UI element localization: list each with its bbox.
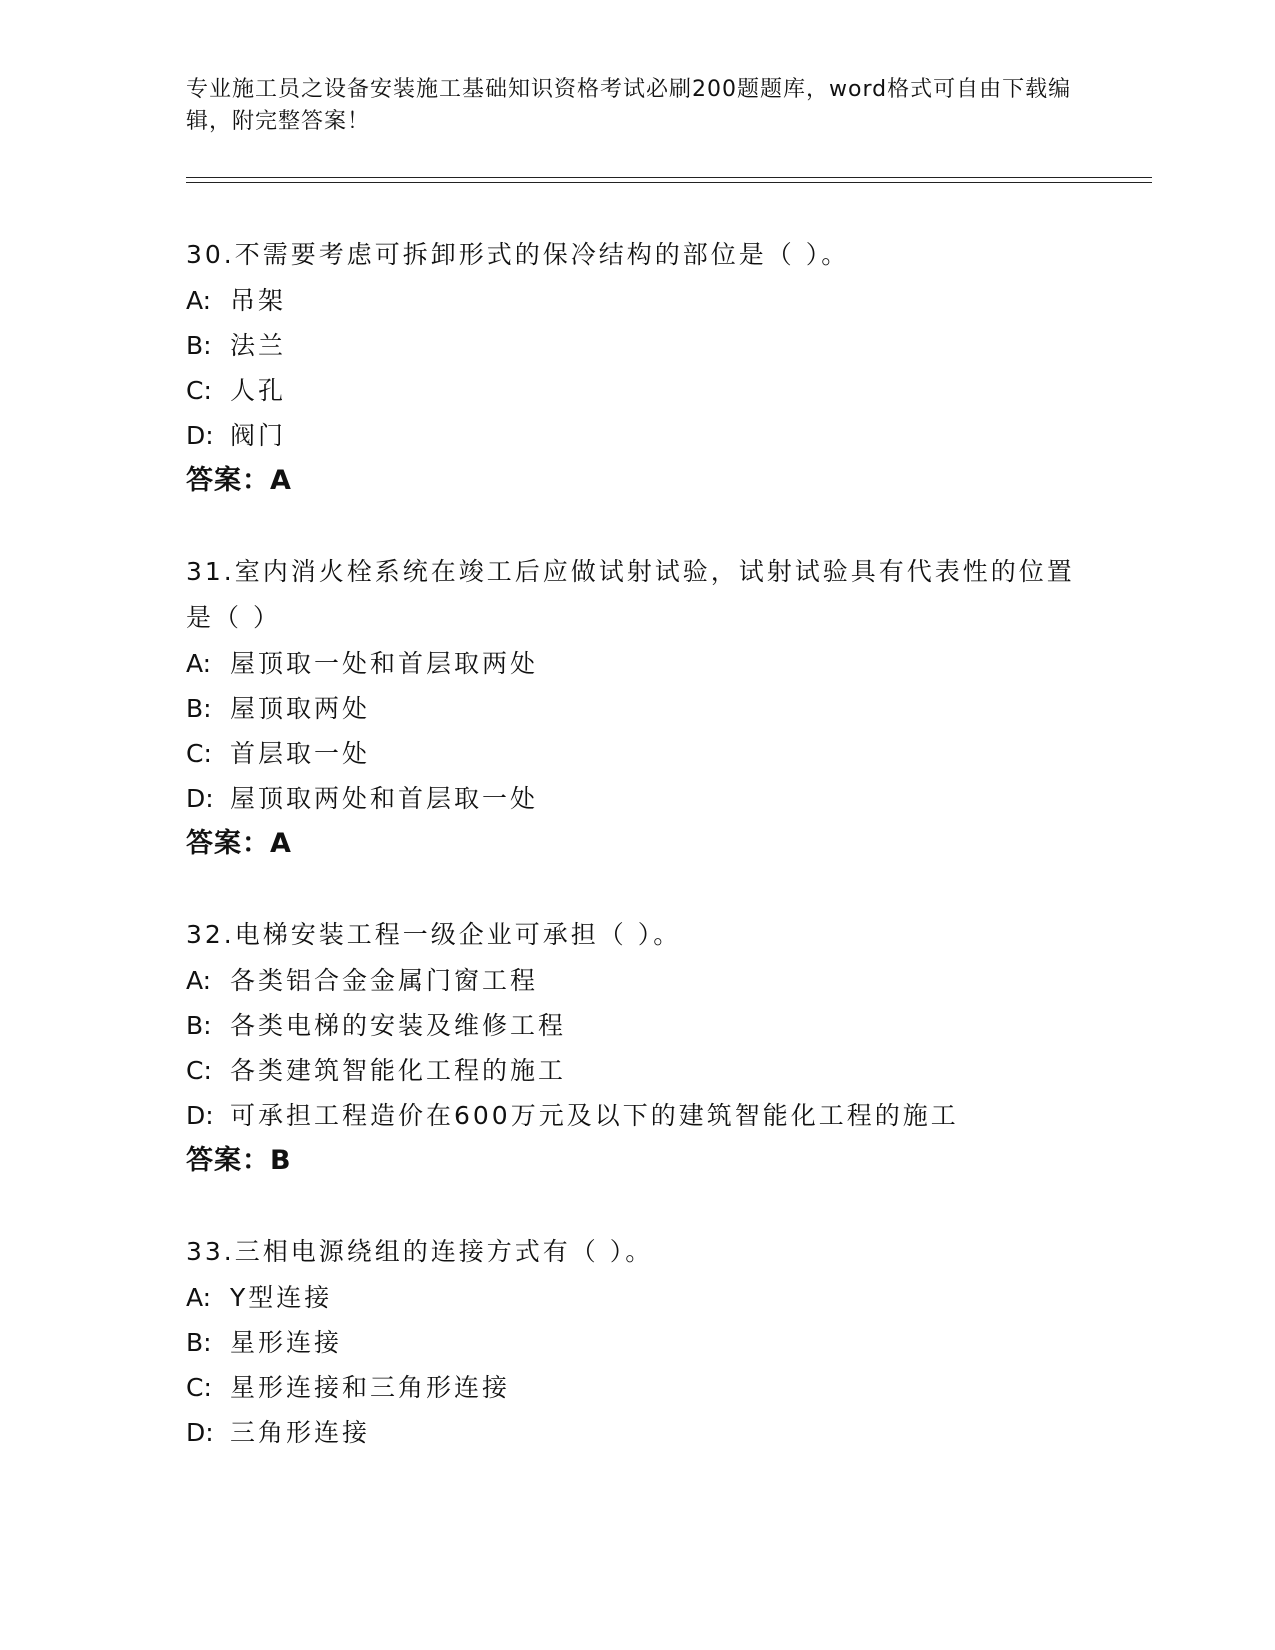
answer: 答案：A (186, 828, 292, 859)
question-33 (186, 1229, 1086, 1455)
option-d (186, 776, 1086, 821)
question-31 (186, 549, 1086, 867)
option-text: 吊架 (230, 286, 287, 315)
option-letter: D: (186, 1101, 214, 1130)
header-rule-top (186, 177, 1152, 178)
option-d (186, 1410, 1086, 1455)
option-text: 星形连接 (230, 1328, 343, 1357)
option-letter: C: (186, 376, 212, 405)
option-text: 屋顶取两处 (230, 694, 371, 723)
question-stem: 32.电梯安装工程一级企业可承担（ ）。 (186, 920, 682, 949)
option-text: 首层取一处 (230, 739, 371, 768)
question-30 (186, 232, 1086, 504)
option-letter: D: (186, 421, 214, 450)
question-stem: 31.室内消火栓系统在竣工后应做试射试验，试射试验具有代表性的位置是（ ） (186, 557, 1075, 632)
option-letter: B: (186, 1328, 212, 1357)
document-header: 专业施工员之设备安装施工基础知识资格考试必刷200题题库，word格式可自由下载编辑，附完整答案！ (186, 77, 1072, 134)
option-c (186, 1365, 1086, 1410)
option-c (186, 368, 1086, 413)
option-letter: B: (186, 694, 212, 723)
option-letter: C: (186, 1056, 212, 1085)
option-a (186, 278, 1086, 323)
option-d (186, 413, 1086, 458)
option-text: 可承担工程造价在600万元及以下的建筑智能化工程的施工 (230, 1101, 959, 1130)
option-letter: A: (186, 649, 212, 678)
option-text: 法兰 (230, 331, 287, 360)
option-text: Y型连接 (230, 1283, 333, 1312)
option-b (186, 1320, 1086, 1365)
option-text: 各类铝合金金属门窗工程 (230, 966, 539, 995)
answer: 答案：B (186, 1145, 292, 1176)
option-b (186, 1003, 1086, 1048)
option-a (186, 641, 1086, 686)
header-rule-bottom (186, 182, 1152, 183)
option-letter: C: (186, 739, 212, 768)
option-text: 人孔 (230, 376, 287, 405)
question-stem: 33.三相电源绕组的连接方式有（ ）。 (186, 1237, 654, 1266)
option-b (186, 323, 1086, 368)
option-text: 三角形连接 (230, 1418, 371, 1447)
option-c (186, 731, 1086, 776)
option-c (186, 1048, 1086, 1093)
answer: 答案：A (186, 465, 292, 496)
option-text: 屋顶取两处和首层取一处 (230, 784, 539, 813)
option-text: 阀门 (230, 421, 287, 450)
option-d (186, 1093, 1086, 1138)
option-text: 星形连接和三角形连接 (230, 1373, 511, 1402)
option-text: 各类建筑智能化工程的施工 (230, 1056, 567, 1085)
option-b (186, 686, 1086, 731)
option-letter: D: (186, 784, 214, 813)
question-stem: 30.不需要考虑可拆卸形式的保冷结构的部位是（ ）。 (186, 240, 850, 269)
option-a (186, 958, 1086, 1003)
option-text: 各类电梯的安装及维修工程 (230, 1011, 567, 1040)
option-letter: B: (186, 331, 212, 360)
question-32 (186, 912, 1086, 1184)
question-list (186, 232, 1086, 1500)
option-text: 屋顶取一处和首层取两处 (230, 649, 539, 678)
option-letter: A: (186, 966, 212, 995)
option-letter: D: (186, 1418, 214, 1447)
option-a (186, 1275, 1086, 1320)
option-letter: A: (186, 1283, 212, 1312)
option-letter: B: (186, 1011, 212, 1040)
option-letter: C: (186, 1373, 212, 1402)
option-letter: A: (186, 286, 212, 315)
